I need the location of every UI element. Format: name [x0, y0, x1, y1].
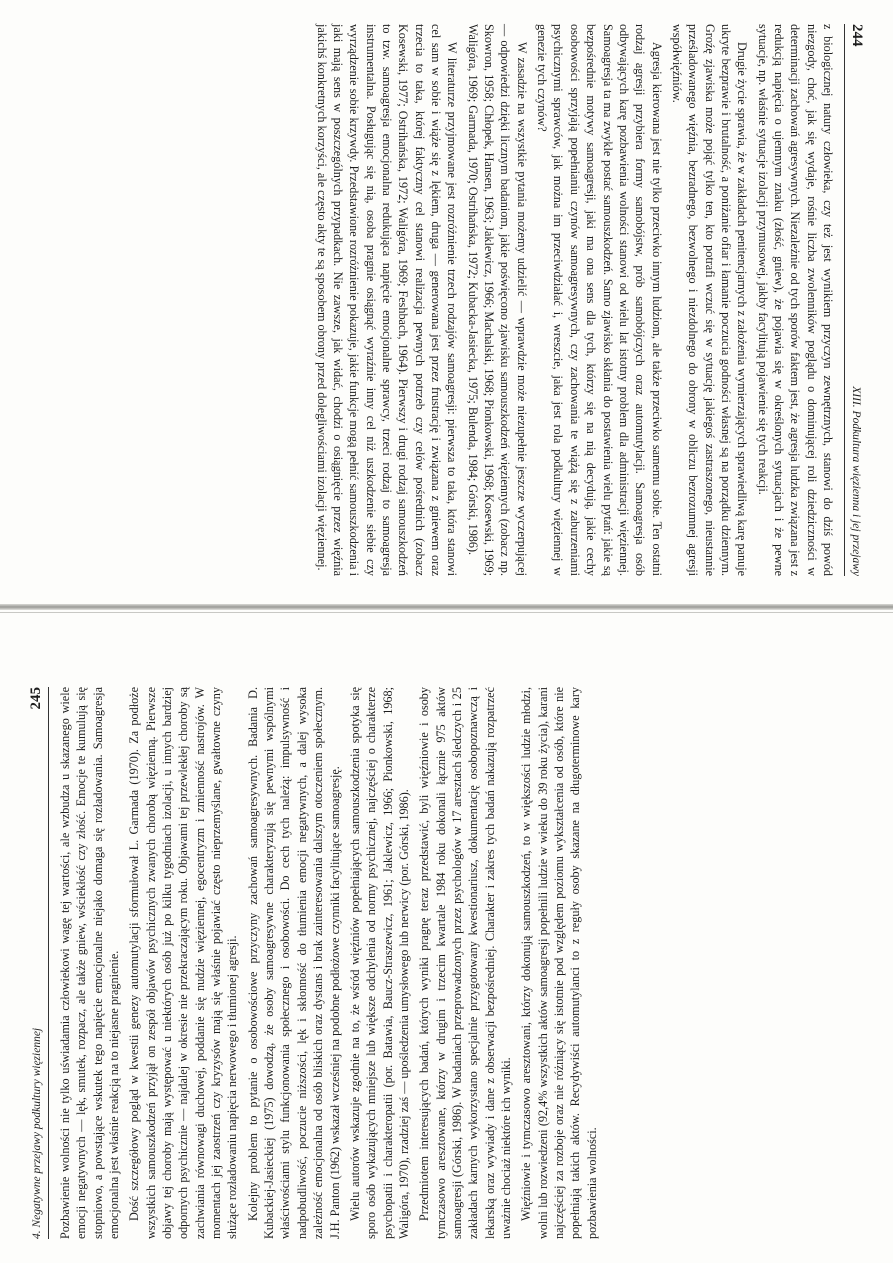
right-page: [0, 663, 893, 1263]
paragraph: W literaturze przyjmowane jest rozróżnienie trzech rodzajów samoagresji: pierwsza to taka, która stanowi cel sam w sobie i wiąże się z lękiem, druga — generowana jest przez frustrację i związana z gniewem oraz trzecia to taka, której faktyczny cel stanowi realizacja pewnych potrzeb czy celów pośrednich (zobacz Kosewski, 1977; Ostrihańska, 1972; Waligóra, 1969; Feshbach, 1964). Pierwszy i drugi rodzaj samouszkodzeń to tzw. samoagresja emocjonalna redukująca napięcie emocjonalne sprawcy, trzeci rodzaj to samoagresja instrumentalna. Posługując się nią, osoba pragnie osiągnąć wyraźnie inny cel niż uszkodzenie siebie czy wyrządzenie sobie krzywdy. Przedstawione rozróżnienie pokazuje, jakie funkcje mogą pełnić samouszkodzenia i jaki mają sens w poszczególnych przypadkach. Nie zawsze, jak widać, chodzi o osiągnięcie przez więźnia jakichś konkretnych korzyści, ale często akty te są sposobem obrony przed dolegliwościami izolacji więziennej.: [314, 24, 460, 576]
paragraph: Wielu autorów wskazuje zgodnie na to, że wśród więźniów popełniających samouszkodzenia spotyka się sporo osób wykazujących mniejsze lub większe odchylenia od normy psychicznej, najczęściej o charakterze psychopatii i charakteropatii (por. Batawia, Baucz-Straszewicz, 1961; Jaklewicz, 1966; Pionkowski, 1968; Waligóra, 1970), rzadziej zaś — upośledzenia umysłowego lub nerwicy (por. Górski, 1986).: [347, 687, 411, 1239]
paragraph: Pozbawienie wolności nie tylko uświadamia człowiekowi wagę tej wartości, ale wzbudza u skazanego wiele emocji negatywnych — lęk, smutek, rozpacz, ale także gniew, wściekłość czy złość. Emocje te kumulują się stopniowo, a powstające wskutek tego napięcie emocjonalne niejako domaga się rozładowania. Samoagresja emocjonalna jest właśnie reakcją na to niejasne pragnienie.: [58, 687, 122, 1239]
paragraph: Dość szczegółowy pogląd w kwestii genezy automutylacji sformułował L. Garmada (1970). Za podłoże wszystkich samouszkodzeń przyjął on zespół objawów psychicznych zwanych chorobą więzienną. Pierwsze objawy tej choroby mają występować u niektórych osób już po kilku tygodniach izolacji, u innych bardziej odpornych psychicznie — najdalej w okresie nie przekraczającym roku. Objawami tej przewlekłej choroby są zachwiania równowagi duchowej, poddanie się nudzie więziennej, egocentryzm i zmienność nastrojów. W momentach jej zaostrzeń czy kryzysów mają się właśnie pojawiać często nieprzemyślane, gwałtowne czyny służące rozładowaniu napięcia nerwowego i tłumionej agresji.: [127, 687, 240, 1239]
paragraph: Kolejny problem to pytanie o osobowościowe przyczyny zachowań samoagresywnych. Badania D. Kubackiej-Jasieckiej (1975) dowodzą, że osoby samoagresywne charakteryzują się pewnymi wspólnymi właściwościami stylu funkcjonowania społecznego i osobowości. Do cech tych należą: impulsywność i nadpobudliwość, poczucie niższości, lęk i skłonność do tłumienia emocji negatywnych, a dalej wysoka zależność emocjonalna od osób bliskich oraz dystans i brak zainteresowania dalszym otoczeniem społecznym. J.H. Panton (1962) wskazał wcześniej na podobne podłożowe czynniki facylitujące samoagresję.: [245, 687, 342, 1239]
left-running-head: XIII. Podkultura więzienna i jej przejawy: [850, 386, 862, 576]
right-page-body: [57, 687, 600, 1239]
left-page-header: [844, 24, 865, 576]
fold-line: [0, 612, 893, 613]
left-page-number: 244: [849, 24, 865, 47]
right-running-head: 4. Negatywne przejawy podkultury więziennej: [31, 1027, 43, 1239]
paragraph: Więźniowie i tymczasowo aresztowani, którzy dokonują samouszkodzeń, to w większości ludzie młodzi, wolni lub rozwiedzeni (92,4% wszystkich aktów samoagresji popełnili ludzie w wieku do 39 roku życia), karani najczęściej za rozboje oraz nie różniący się istotnie pod względem poziomu wykształcenia od osób, które nie popełniają takich aktów. Recydywiści automutylanci to z reguły osoby skazane na długoterminowe kary pozbawienia wolności.: [519, 687, 599, 1239]
left-page: [0, 0, 893, 600]
paragraph: Agresja kierowana jest nie tylko przeciwko innym ludziom, ale także przeciwko samemu sobie. Ten ostatni rodzaj agresji przybiera formy samobójstw, prób samobójczych oraz automutylacji. Samoagresja osób odbywających karę pozbawienia wolności stanowi od wielu lat istotny problem dla administracji więziennej. Samoagresja ta ma zwykle postać samouszkodzeń. Samo zjawisko skłania do postawienia wielu pytań: jakie są bezpośrednie motywy samoagresji, jaki ma ona sens dla tych, którzy się na nią decydują, jakie cechy osobowości sprzyjają popełnianiu czynów samoagresywnych, czy zachowania te wiążą się z zaburzeniami psychicznymi sprawców, jak można im przeciwdziałać i, wreszcie, jaka jest rola podkultury więziennej w genezie tych czynów?: [535, 24, 664, 576]
paragraph: W zasadzie na wszystkie pytania możemy udzielić — wprawdzie może niezupełnie jeszcze wyczerpującej — odpowiedzi dzięki licznym badaniom, jakie poświęcono zjawisku samouszkodzeń więziennych (zobacz np. Skowron, 1958; Chłopek, Hansen, 1963; Jaklewicz, 1966; Machalski, 1968; Pionkowski, 1968; Kosewski, 1969; Waligóra, 1969; Garmada, 1970; Ostrihańska, 1972; Kubacka-Jasiecka, 1975; Bulenda, 1984; Górski, 1986).: [465, 24, 529, 576]
paragraph: Drugie życie sprawia, że w zakładach penitencjarnych z założenia wymierzających sprawiedliwą karę panuje ukryte bezprawie i brutalność, a poniżanie ofiar i łamanie poczucia godności własnej są na porządku dziennym. Groźę zjawiska może pojąć tylko ten, kto potrafi wczuć się w sytuację jakiegoś zastraszonego, nieustannie prześladowanego więźnia, bezradnego, bezwolnego i niezdolnego do obrony w obliczu bezrozumnej agresji współwięźniów.: [669, 24, 750, 576]
paragraph: z biologicznej natury człowieka, czy też jest wynikiem przyczyn zewnętrznych, stanowi do dziś powód niezgody, choć, jak się wydaje, rośnie liczba zwolenników poglądu o dominującej roli dziedziczności w determinacji zachowań agresywnych. Niezależnie od tych sporów faktem jest, że agresja ludzka związana jest z redukcją napięcia o ujemnym znaku (złość, gniew), że pojawia się w określonych sytuacjach i że pewne sytuacje, np. właśnie sytuacje izolacji przymusowej, jakby facylitują pojawienie się tych reakcji.: [755, 24, 835, 576]
page-fold: [0, 604, 893, 610]
right-page-header: [28, 687, 49, 1239]
right-page-number: 245: [28, 687, 44, 710]
paragraph: Przedmiotem interesujących badań, których wyniki pragnę teraz przedstawić, byli więźniowie i osoby tymczasowo aresztowane, którzy w drugim i trzecim kwartale 1984 roku dokonali łącznie 975 aktów samoagresji (Górski, 1986). W badaniach przeprowadzonych przez psychologów w 17 aresztach śledczych i 25 zakładach karnych wykorzystano specjalnie przygotowany kwestionariusz, dokumentację osobopoznawczą i lekarską oraz wywiady i dane z obserwacji bezpośredniej. Charakter i zakres tych badań nakazują rozpatrzeć uważnie chociaż niektóre ich wyniki.: [417, 687, 513, 1239]
left-page-body: [313, 24, 836, 576]
